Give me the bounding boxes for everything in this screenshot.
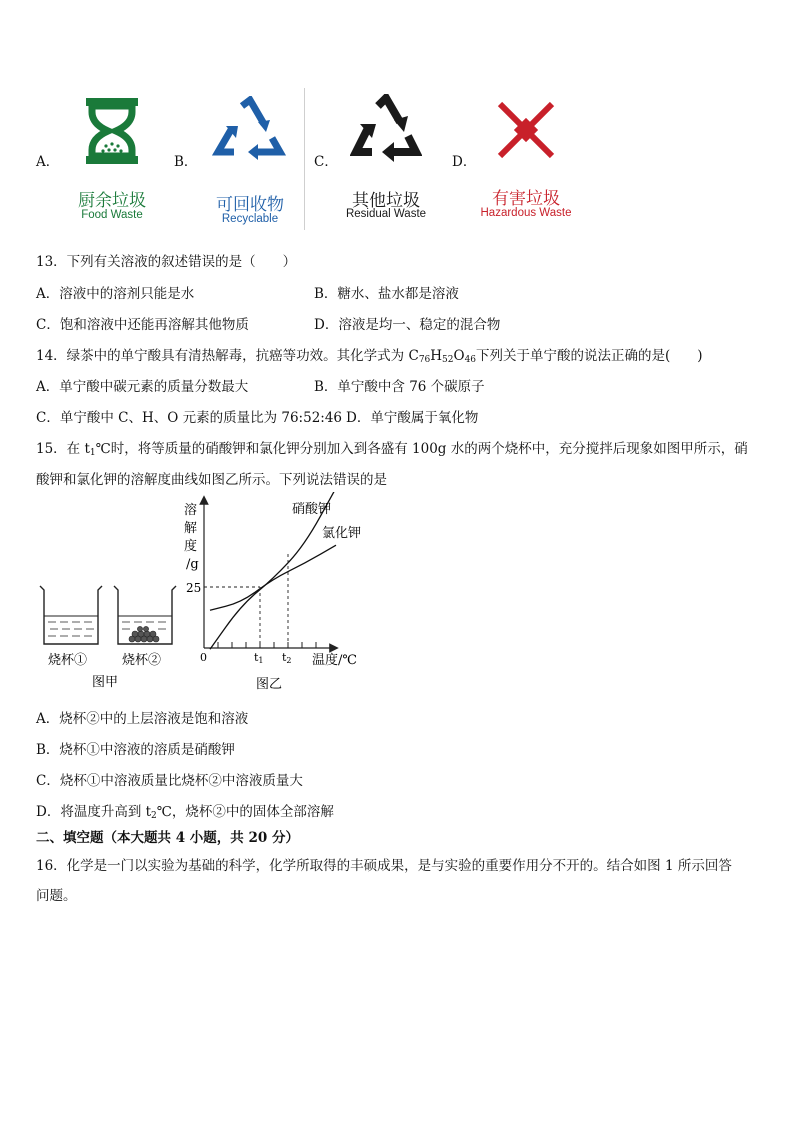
icon-divider bbox=[304, 88, 305, 230]
chart-guides-group bbox=[204, 554, 288, 648]
option-c-letter: C． bbox=[314, 154, 338, 170]
q15-stem-line1: 15．在 $t_1℃$时，将等质量的硝酸钾和氯化钾分别加入到各盛有 100g 水的两个烧杯中，充分搅拌后现象如图甲所示，硝 bbox=[36, 441, 748, 458]
q15-option-b: B．烧杯①中溶液的溶质是硝酸钾 bbox=[36, 742, 235, 758]
q16-line2: 问题。 bbox=[36, 888, 77, 904]
beaker-2-label: 烧杯② bbox=[122, 653, 162, 668]
svg-text:度: 度 bbox=[184, 539, 198, 554]
section2-heading: 二、填空题（本大题共 4 小题，共 20 分） bbox=[36, 830, 299, 846]
y-tick-25: 25 bbox=[186, 581, 202, 595]
recyclable-cn-label: 可回收物 bbox=[216, 195, 284, 215]
beaker-2 bbox=[114, 586, 176, 644]
hourglass-icon bbox=[84, 96, 140, 166]
beaker-1 bbox=[40, 586, 102, 644]
q13-option-b: B．糖水、盐水都是溶液 bbox=[314, 286, 459, 302]
q14-option-d: D．单宁酸属于氧化物 bbox=[346, 410, 479, 426]
y-axis-label bbox=[184, 502, 199, 572]
series-label-knO3: 硝酸钾 bbox=[292, 502, 332, 517]
q15-option-d: D．将温度升高到 $t_2℃$，烧杯②中的固体全部溶解 bbox=[36, 804, 334, 821]
q13-option-a: A．溶液中的溶剂只能是水 bbox=[36, 286, 195, 302]
svg-text:溶: 溶 bbox=[184, 503, 198, 518]
recyclable-en-label: Recyclable bbox=[221, 213, 279, 225]
svg-text:解: 解 bbox=[184, 521, 198, 536]
q14-option-a: A．单宁酸中碳元素的质量分数最大 bbox=[36, 379, 249, 395]
fig-a-caption: 图甲 bbox=[92, 675, 119, 690]
residual-cn-label: 其他垃圾 bbox=[352, 191, 420, 211]
option-d-letter: D． bbox=[452, 154, 477, 170]
x-axis-label: 温度/℃ bbox=[312, 653, 357, 668]
recycle-icon bbox=[212, 96, 288, 166]
q13-option-c: C．饱和溶液中还能再溶解其他物质 bbox=[36, 317, 249, 333]
q14-option-c: C．单宁酸中 C、H、O 元素的质量比为 76:52:46 bbox=[36, 410, 343, 426]
q15-stem-line2: 酸钾和氯化钾的溶解度曲线如图乙所示。下列说法错误的是 bbox=[36, 472, 387, 488]
option-a-letter: A． bbox=[36, 154, 60, 170]
residual-en-label: Residual Waste bbox=[345, 208, 427, 220]
q13-option-d: D．溶液是均一、稳定的混合物 bbox=[314, 317, 501, 333]
beaker-1-label: 烧杯① bbox=[48, 653, 88, 668]
solubility-chart bbox=[180, 492, 380, 696]
q14-stem: 14．绿茶中的单宁酸具有清热解毒，抗癌等功效。其化学式为 $C_{76}H_{52}O_{46}$下列关于单宁酸的说法正确的是( ) bbox=[36, 348, 703, 365]
q15-option-a: A．烧杯②中的上层溶液是饱和溶液 bbox=[36, 711, 249, 727]
origin-label: 0 bbox=[200, 651, 207, 664]
x-tick-t2: t2 bbox=[282, 651, 292, 665]
hazardous-cn-label: 有害垃圾 bbox=[492, 189, 560, 209]
option-b-letter: B． bbox=[174, 154, 198, 170]
q14-option-b: B．单宁酸中含 76 个碳原子 bbox=[314, 379, 485, 395]
food-waste-en-label: Food Waste bbox=[81, 209, 143, 221]
undissolved-solid bbox=[129, 626, 159, 642]
series-label-kcl: 氯化钾 bbox=[322, 526, 362, 541]
hazardous-en-label: Hazardous Waste bbox=[480, 207, 572, 219]
svg-text:/g: /g bbox=[186, 557, 199, 572]
beaker-figure bbox=[36, 580, 186, 690]
hazard-x-icon bbox=[494, 98, 558, 162]
q15-option-c: C．烧杯①中溶液质量比烧杯②中溶液质量大 bbox=[36, 773, 303, 789]
fig-b-caption: 图乙 bbox=[256, 677, 283, 692]
recycle-black-icon bbox=[350, 94, 422, 166]
food-waste-cn-label: 厨余垃圾 bbox=[78, 191, 146, 211]
q13-stem: 13．下列有关溶液的叙述错误的是（ ） bbox=[36, 254, 297, 270]
q16-line1: 16．化学是一门以实验为基础的科学，化学所取得的丰硕成果，是与实验的重要作用分不开的。结合如图 1 所示回答 bbox=[36, 858, 732, 874]
x-tick-t1: t1 bbox=[254, 651, 264, 665]
